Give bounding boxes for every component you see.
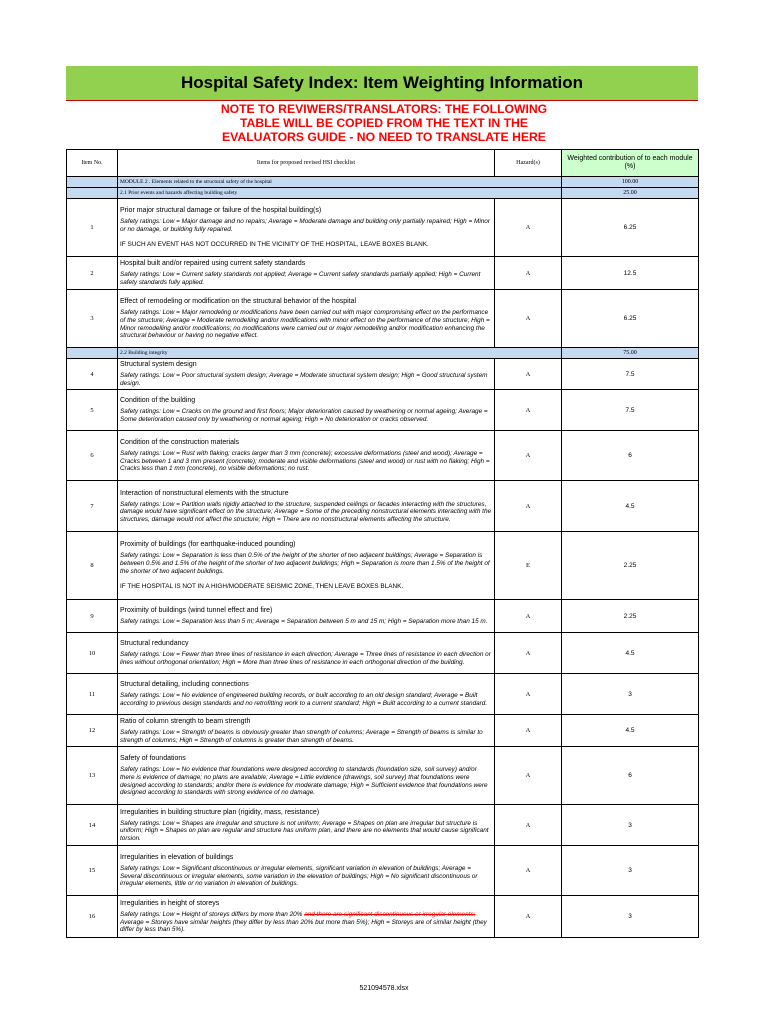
item-description <box>118 390 495 431</box>
item-title: Prior major structural damage or failure of the hospital building(s) <box>120 207 322 215</box>
item-hazard: A <box>495 715 562 747</box>
item-number: 5 <box>67 390 118 431</box>
item-safety-ratings: Safety ratings: Low = Shapes are irregular and structure is not uniform; Average = Shapes on plan are irregular but structure is uniform; High = Shapes on plan are regular and structure has uniform plan, and there are no elements that would cause significant torsion. <box>120 819 489 842</box>
table-row <box>67 532 699 600</box>
item-safety-ratings: Safety ratings: Low = Poor structural system design; Average = Moderate structural system design; High = Good structural system design. <box>120 372 488 387</box>
item-description <box>118 600 495 633</box>
table-row <box>67 747 699 805</box>
ratings-part: Safety ratings: Low = Height of storeys differs by more than 20% <box>120 911 305 919</box>
item-safety-ratings: Safety ratings: Low = Rust with flaking; cracks larger than 3 mm (concrete); excessive deformations (steel and wood); Average = Cracks between 1 and 3 mm present (concrete); moderate and visible deformations (steel and wood) or rust with no flaking; High = Cracks less than 1 mm (concrete), no visible deformations; no rust. <box>120 450 490 473</box>
item-safety-ratings: Safety ratings: Low = Fewer than three lines of resistance in each direction; Average = Three lines of resistance in each direction or lines without orthogonal orientation; High = More than three lines of resistance in each orthogonal direction of the building. <box>120 651 491 666</box>
table-row <box>67 805 699 846</box>
header-hazard: Hazard(s) <box>495 150 562 177</box>
section-weight: 100.00 <box>562 177 699 188</box>
item-note: IF SUCH AN EVENT HAS NOT OCCURRED IN THE VICINITY OF THE HOSPITAL, LEAVE BOXES BLANK. <box>120 241 429 249</box>
item-weight: 6 <box>562 747 699 805</box>
section-row <box>67 348 699 359</box>
table-row <box>67 390 699 431</box>
item-hazard: A <box>495 633 562 674</box>
item-safety-ratings: Safety ratings: Low = Strength of beams is obviously greater than strength of columns; Average = Strength of beams is similar to strength of columns; High = Strength of columns is greater than strength of beams. <box>120 728 483 744</box>
item-title: Irregularities in height of storeys <box>120 900 220 908</box>
item-hazard: E <box>495 532 562 600</box>
header-item-no: Item No. <box>67 150 118 177</box>
item-title: Condition of the building <box>120 397 196 405</box>
table-row <box>67 199 699 257</box>
item-description <box>118 846 495 896</box>
item-hazard: A <box>495 846 562 896</box>
item-hazard: A <box>495 431 562 481</box>
table-row <box>67 431 699 481</box>
item-title: Effect of remodeling or modification on the structural behavior of the hospital <box>120 298 357 306</box>
item-title: Structural system design <box>120 361 197 369</box>
section-label: 2.2 Building integrity <box>118 348 562 359</box>
item-hazard: A <box>495 481 562 532</box>
item-number: 7 <box>67 481 118 532</box>
table-row <box>67 600 699 633</box>
item-weight: 4.5 <box>562 633 699 674</box>
item-weight: 4.5 <box>562 481 699 532</box>
item-title: Proximity of buildings (for earthquake-induced pounding) <box>120 541 296 549</box>
file-name: 521094578.xlsx <box>359 985 409 992</box>
item-title: Condition of the construction materials <box>120 439 240 447</box>
item-description <box>118 674 495 715</box>
translator-note: NOTE TO REVIWERS/TRANSLATORS: THE FOLLOWING TABLE WILL BE COPIED FROM THE TEXT IN THE EVALUATORS GUIDE - NO NEED TO TRANSLATE HERE <box>220 102 548 144</box>
table-body <box>67 177 699 938</box>
item-weight: 4.5 <box>562 715 699 747</box>
item-description <box>118 359 495 390</box>
item-hazard: A <box>495 390 562 431</box>
item-safety-ratings: Safety ratings: Low = Separation is less than 0.5% of the height of the shorter of two adjacent buildings; Average = Separation is between 0.5% and 1.5% of the height of the shorter of two adjacent buildings; High = Separation is more than 1.5% of the height of the shorter of two adjacent buildings. <box>120 552 490 575</box>
item-hazard: A <box>495 805 562 846</box>
table-row <box>67 896 699 938</box>
item-number: 9 <box>67 600 118 633</box>
item-description <box>118 747 495 805</box>
table-row <box>67 481 699 532</box>
table-row <box>67 846 699 896</box>
ratings-struck-text: and there are significant discontinuous or irregular elements; <box>304 911 476 919</box>
item-number: 2 <box>67 257 118 290</box>
item-number: 4 <box>67 359 118 390</box>
item-safety-ratings: Safety ratings: Low = No evidence that foundations were designed according to standards (foundation size, soil survey) and/or there is evidence of damage; no plans are available; Average = Little evidence (drawings, soil survey) that foundations were designed according to standards; and/or there is evidence for moderate damage; High = Sufficient evidence that foundations were designed according to standards with strong evidence of no damage. <box>120 766 488 797</box>
table-row <box>67 290 699 348</box>
item-title: Ratio of column strength to beam strength <box>120 717 251 725</box>
item-safety-ratings: Safety ratings: Low = Separation less than 5 m; Average = Separation between 5 m and 15 m; High = Separation more than 15 m. <box>120 618 488 626</box>
item-weight: 3 <box>562 846 699 896</box>
item-hazard: A <box>495 257 562 290</box>
item-title: Structural detailing, including connections <box>120 681 249 689</box>
item-description <box>118 896 495 938</box>
item-safety-ratings: Safety ratings: Low = No evidence of engineered building records, or built according to an old design standard; Average = Built according to previous design standards and no retrofitting work to a current standard; High = Built according to a current standard. <box>120 692 488 707</box>
ratings-part: Average = Storeys have similar heights (they differ by less than 20% but more than 5%); High = Storeys are of similar height (they differ by less than 5%). <box>120 918 487 934</box>
item-number: 8 <box>67 532 118 600</box>
item-description <box>118 805 495 846</box>
section-spacer <box>67 348 118 359</box>
item-description <box>118 431 495 481</box>
item-number: 12 <box>67 715 118 747</box>
table-row <box>67 715 699 747</box>
section-label: 2.1 Prior events and hazards affecting building safety <box>118 188 562 199</box>
header-weighted-contribution: Weighted contribution of to each module (%) <box>562 150 699 177</box>
item-weight: 12.5 <box>562 257 699 290</box>
item-description <box>118 290 495 348</box>
item-weight: 6.25 <box>562 199 699 257</box>
page-title: Hospital Safety Index: Item Weighting Information <box>66 66 698 101</box>
item-number: 10 <box>67 633 118 674</box>
item-weighting-table <box>66 149 699 938</box>
item-hazard: A <box>495 290 562 348</box>
section-spacer <box>67 188 118 199</box>
item-number: 11 <box>67 674 118 715</box>
item-description <box>118 715 495 747</box>
item-weight: 2.25 <box>562 532 699 600</box>
section-row <box>67 177 699 188</box>
item-hazard: A <box>495 600 562 633</box>
item-safety-ratings: Safety ratings: Low = Current safety standards not applied; Average = Current safety standards partially applied; High = Current safety standards fully applied. <box>120 271 481 286</box>
item-description <box>118 633 495 674</box>
item-title: Safety of foundations <box>120 755 186 763</box>
item-number: 1 <box>67 199 118 257</box>
item-description <box>118 532 495 600</box>
item-weight: 6 <box>562 431 699 481</box>
item-hazard: A <box>495 747 562 805</box>
item-weight: 7.5 <box>562 359 699 390</box>
item-description <box>118 199 495 257</box>
header-items: Items for proposed revised HSI checklist <box>118 150 495 177</box>
item-title: Proximity of buildings (wind tunnel effect and fire) <box>120 607 273 615</box>
item-number: 6 <box>67 431 118 481</box>
section-row <box>67 188 699 199</box>
item-safety-ratings <box>120 911 492 934</box>
section-weight: 25.00 <box>562 188 699 199</box>
item-title: Irregularities in elevation of buildings <box>120 854 234 862</box>
item-weight: 3 <box>562 896 699 938</box>
item-title: Interaction of nonstructural elements with the structure <box>120 489 289 497</box>
item-safety-ratings: Safety ratings: Low = Significant discontinuous or irregular elements, significant variation in elevation of buildings; Average = Several discontinuous or irregular elements, some variation in the elevation of buildings; High = No significant discontinuous or irregular elements, little or no variation in elevation of buildings. <box>120 865 478 888</box>
item-hazard: A <box>495 199 562 257</box>
item-description <box>118 257 495 290</box>
item-number: 14 <box>67 805 118 846</box>
item-note: IF THE HOSPITAL IS NOT IN A HIGH/MODERATE SEISMIC ZONE, THEN LEAVE BOXES BLANK. <box>120 583 404 591</box>
item-title: Structural redundancy <box>120 640 189 648</box>
item-safety-ratings: Safety ratings: Low = Major remodeling or modifications have been carried out with major compromising effect on the performance of the structure; Average = Moderate remodelling and/or modifications with minor effect on the performance of the structure; High = Minor remodelling and/or modifications; no modifications were carried out or major remodelling and/or modification enhancing the structural behaviour or having no negative effect. <box>120 309 490 340</box>
table-row <box>67 257 699 290</box>
item-weight: 2.25 <box>562 600 699 633</box>
item-number: 3 <box>67 290 118 348</box>
section-weight: 75.00 <box>562 348 699 359</box>
item-number: 16 <box>67 896 118 938</box>
item-safety-ratings: Safety ratings: Low = Partition walls rigidly attached to the structure, suspended ceilings or facades interacting with the structures, damage would have significant effect on the structure; Average = Some of the preceding nonstructural elements interacting with the structures, damage would not affect the structure; High = There are no nonstructural elements affecting the structure. <box>120 500 492 523</box>
item-number: 15 <box>67 846 118 896</box>
item-title: Hospital built and/or repaired using current safety standards <box>120 260 306 268</box>
table-row <box>67 633 699 674</box>
section-spacer <box>67 177 118 188</box>
item-weight: 3 <box>562 805 699 846</box>
item-safety-ratings: Safety ratings: Low = Cracks on the ground and first floors; Major deterioration caused by weathering or normal ageing; Average = Some deterioration caused only by weathering or normal ageing; High = No deterioration or cracks observed. <box>120 408 488 423</box>
item-weight: 6.25 <box>562 290 699 348</box>
item-title: Irregularities in building structure plan (rigidity, mass, resistance) <box>120 808 320 816</box>
item-number: 13 <box>67 747 118 805</box>
item-safety-ratings: Safety ratings: Low = Major damage and no repairs; Average = Moderate damage and building only partially repaired; High = Minor or no damage, or building fully repaired. <box>120 218 490 233</box>
table-row <box>67 674 699 715</box>
table-row <box>67 359 699 390</box>
item-weight: 3 <box>562 674 699 715</box>
item-hazard: A <box>495 359 562 390</box>
item-description <box>118 481 495 532</box>
item-hazard: A <box>495 674 562 715</box>
item-weight: 7.5 <box>562 390 699 431</box>
item-hazard: A <box>495 896 562 938</box>
section-label: MODULE 2 . Elements related to the structural safety of the hospital <box>118 177 562 188</box>
